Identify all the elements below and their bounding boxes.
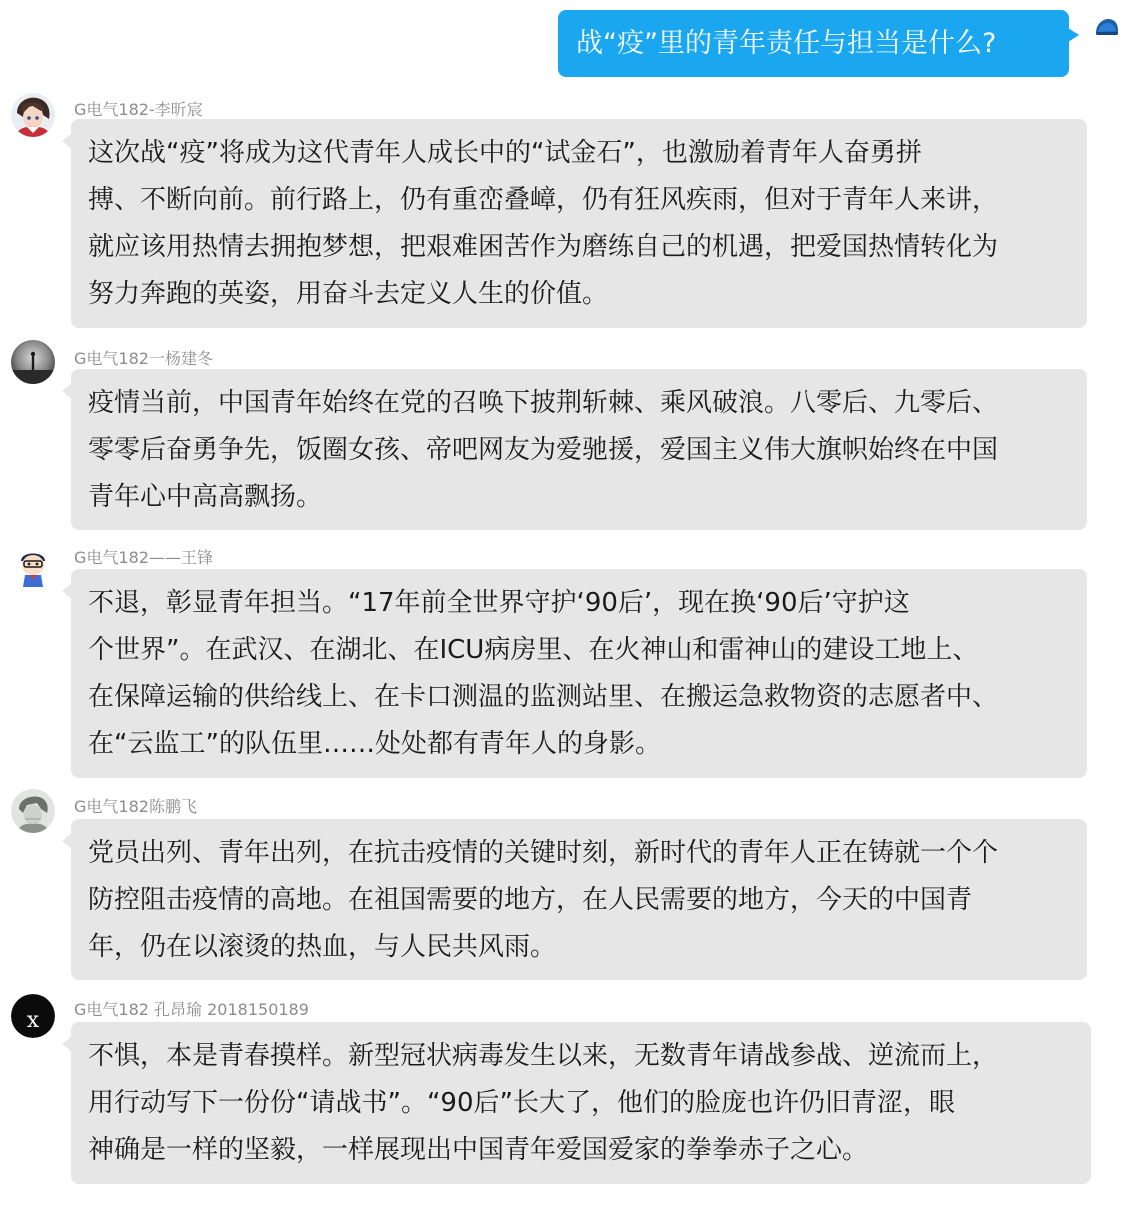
bubble-tail [1068, 28, 1079, 42]
outgoing-bubble[interactable] [558, 10, 1069, 77]
message-line: 零零后奋勇争先，饭圈女孩、帝吧网友为爱驰援，爱国主义伟大旗帜始终在中国 [88, 435, 999, 465]
message-line: 防控阻击疫情的高地。在祖国需要的地方，在人民需要的地方，今天的中国青 [88, 885, 973, 915]
silhouette-avatar-icon[interactable] [11, 340, 55, 384]
message-line: 在保障运输的供给线上、在卡口测温的监测站里、在搬运急救物资的志愿者中、 [88, 682, 999, 712]
bubble-tail [62, 1036, 72, 1052]
svg-text:x: x [26, 1008, 40, 1033]
sender-name: G电气182一杨建冬 [74, 349, 213, 368]
message-line: 不惧，本是青春摸样。新型冠状病毒发生以来，无数青年请战参战、逆流而上， [88, 1041, 999, 1071]
anime-avatar-icon[interactable] [11, 93, 55, 137]
message-bubble[interactable] [71, 569, 1087, 778]
message-line: 这次战“疫”将成为这代青年人成长中的“试金石”，也激励着青年人奋勇拼 [88, 138, 922, 168]
message-line: 神确是一样的坚毅，一样展现出中国青年爱国爱家的拳拳赤子之心。 [88, 1135, 869, 1165]
bubble-tail [62, 383, 72, 399]
bubble-tail [62, 583, 72, 599]
outgoing-message [558, 10, 1069, 77]
message-bubble[interactable] [71, 369, 1087, 530]
cartoon-boy-avatar-icon[interactable] [11, 543, 55, 587]
message-line: 年，仍在以滚烫的热血，与人民共风雨。 [88, 932, 557, 962]
sender-name: G电气182陈鹏飞 [74, 797, 197, 816]
message-line: 不退，彰显青年担当。“17年前全世界守护‘90后’，现在换‘90后’守护这 [88, 588, 910, 618]
message-line: 青年心中高高飘扬。 [88, 482, 323, 512]
message-line: 在“云监工”的队伍里……处处都有青年人的身影。 [88, 729, 661, 759]
message-bubble[interactable] [71, 819, 1087, 980]
message-line: 搏、不断向前。前行路上，仍有重峦叠嶂，仍有狂风疾雨，但对于青年人来讲， [88, 185, 999, 215]
sender-name: G电气182-李昕宸 [74, 100, 203, 119]
sender-name: G电气182 孔昂瑜 2018150189 [74, 1000, 309, 1019]
message-line: 努力奔跑的英姿，用奋斗去定义人生的价值。 [88, 279, 609, 309]
black-x-avatar-icon[interactable] [11, 994, 55, 1038]
message-bubble[interactable] [71, 1022, 1091, 1184]
message-bubble[interactable] [71, 119, 1087, 328]
message-line: 用行动写下一份份“请战书”。“90后”长大了，他们的脸庞也许仍旧青涩，眼 [88, 1088, 955, 1118]
sender-name: G电气182——王锋 [74, 548, 213, 567]
bubble-tail [62, 133, 72, 149]
self-avatar-icon[interactable] [1094, 17, 1120, 37]
sketch-avatar-icon[interactable] [11, 789, 55, 833]
message-line: 党员出列、青年出列，在抗击疫情的关键时刻，新时代的青年人正在铸就一个个 [88, 838, 999, 868]
bubble-tail [62, 833, 72, 849]
question-text: 战“疫”里的青年责任与担当是什么? [576, 28, 997, 59]
message-line: 个世界”。在武汉、在湖北、在ICU病房里、在火神山和雷神山的建设工地上、 [88, 635, 979, 665]
message-line: 疫情当前，中国青年始终在党的召唤下披荆斩棘、乘风破浪。八零后、九零后、 [88, 388, 999, 418]
message-line: 就应该用热情去拥抱梦想，把艰难困苦作为磨练自己的机遇，把爱国热情转化为 [88, 232, 999, 262]
